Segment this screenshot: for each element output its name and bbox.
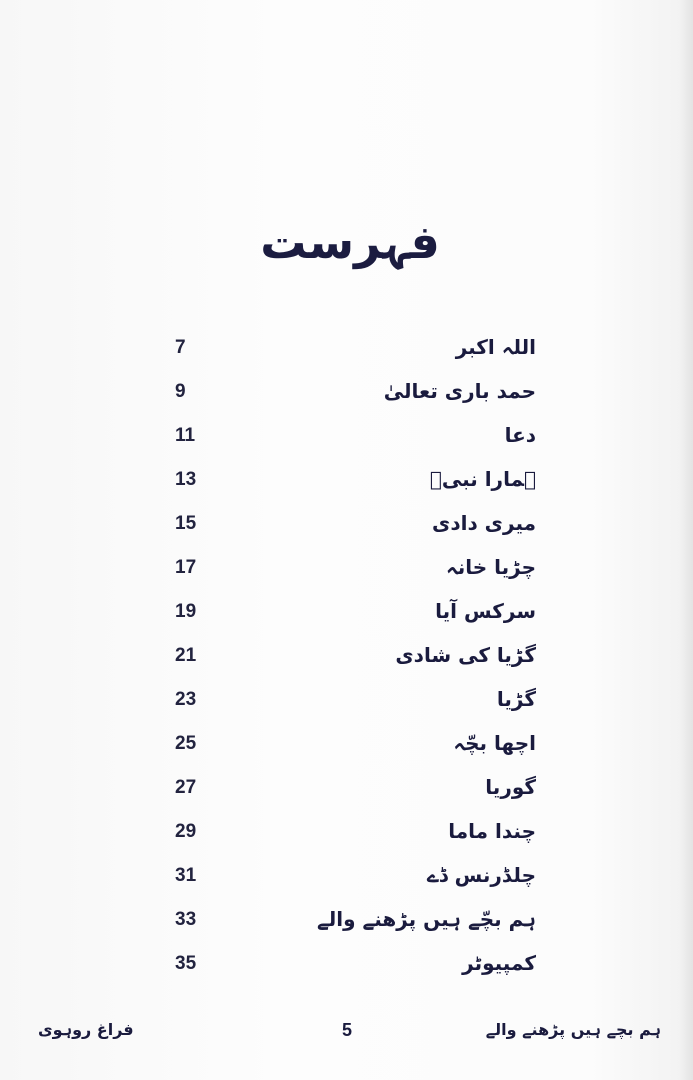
toc-entry-page: 15 xyxy=(175,513,197,534)
toc-entry-title: چلڈرنس ڈے xyxy=(426,863,536,887)
toc-entry-title: ہم بچّے ہیں پڑھنے والے xyxy=(317,907,536,931)
toc-entry-title: گڑیا xyxy=(496,687,536,711)
toc-entry xyxy=(150,951,550,991)
toc-entry-title: گڑیا کی شادی xyxy=(395,643,536,667)
toc-entry-page: 13 xyxy=(175,469,197,490)
toc-entry-title: چڑیا خانہ xyxy=(446,555,536,579)
toc-entry-title: دعا xyxy=(504,423,536,447)
toc-entry-page: 29 xyxy=(175,821,197,842)
toc-entry xyxy=(150,467,550,507)
toc-entry-page: 7 xyxy=(175,337,186,358)
toc-entry-page: 33 xyxy=(175,909,197,930)
toc-entry xyxy=(150,643,550,683)
toc-entry xyxy=(150,511,550,551)
toc-entry-title: چندا ماما xyxy=(448,819,536,843)
toc-entry-page: 9 xyxy=(175,381,186,402)
toc-entry-page: 21 xyxy=(175,645,197,666)
toc-entry xyxy=(150,423,550,463)
toc-entry-title: میری دادی xyxy=(432,511,536,535)
toc-entry-page: 23 xyxy=(175,689,197,710)
toc-entry-page: 27 xyxy=(175,777,197,798)
toc-entry xyxy=(150,687,550,727)
toc-entry-title: اچھا بچّہ xyxy=(453,731,536,755)
toc-entry-page: 19 xyxy=(175,601,197,622)
toc-entry-page: 11 xyxy=(175,425,196,446)
toc-entry xyxy=(150,555,550,595)
toc-entry-page: 25 xyxy=(175,733,197,754)
toc-entry xyxy=(150,599,550,639)
toc-entry-page: 31 xyxy=(175,865,197,886)
toc-entry xyxy=(150,379,550,419)
toc-entry xyxy=(150,731,550,771)
toc-entry xyxy=(150,819,550,859)
toc-entry-title: کمپیوٹر xyxy=(462,951,536,975)
footer-book-title: ہم بچے ہیں پڑھنے والے xyxy=(485,1020,661,1039)
footer-page-number: 5 xyxy=(342,1020,353,1040)
toc-entry-title: ہمارا نبیؐ xyxy=(429,467,536,491)
toc-entry xyxy=(150,907,550,947)
toc-entry-title: اللہ اکبر xyxy=(455,335,536,359)
toc-entry xyxy=(150,335,550,375)
toc-entry-page: 35 xyxy=(175,953,197,974)
toc-entry-page: 17 xyxy=(175,557,197,578)
toc-entry-title: حمد باری تعالیٰ xyxy=(383,379,536,403)
page-heading: فہرست xyxy=(260,215,440,269)
toc-entry-title: گوریا xyxy=(485,775,536,799)
toc-entry xyxy=(150,775,550,815)
footer-author: فراغ روہوی xyxy=(38,1020,134,1039)
toc-entry xyxy=(150,863,550,903)
page-edge-shadow xyxy=(679,0,693,1080)
toc-entry-title: سرکس آیا xyxy=(435,599,536,623)
